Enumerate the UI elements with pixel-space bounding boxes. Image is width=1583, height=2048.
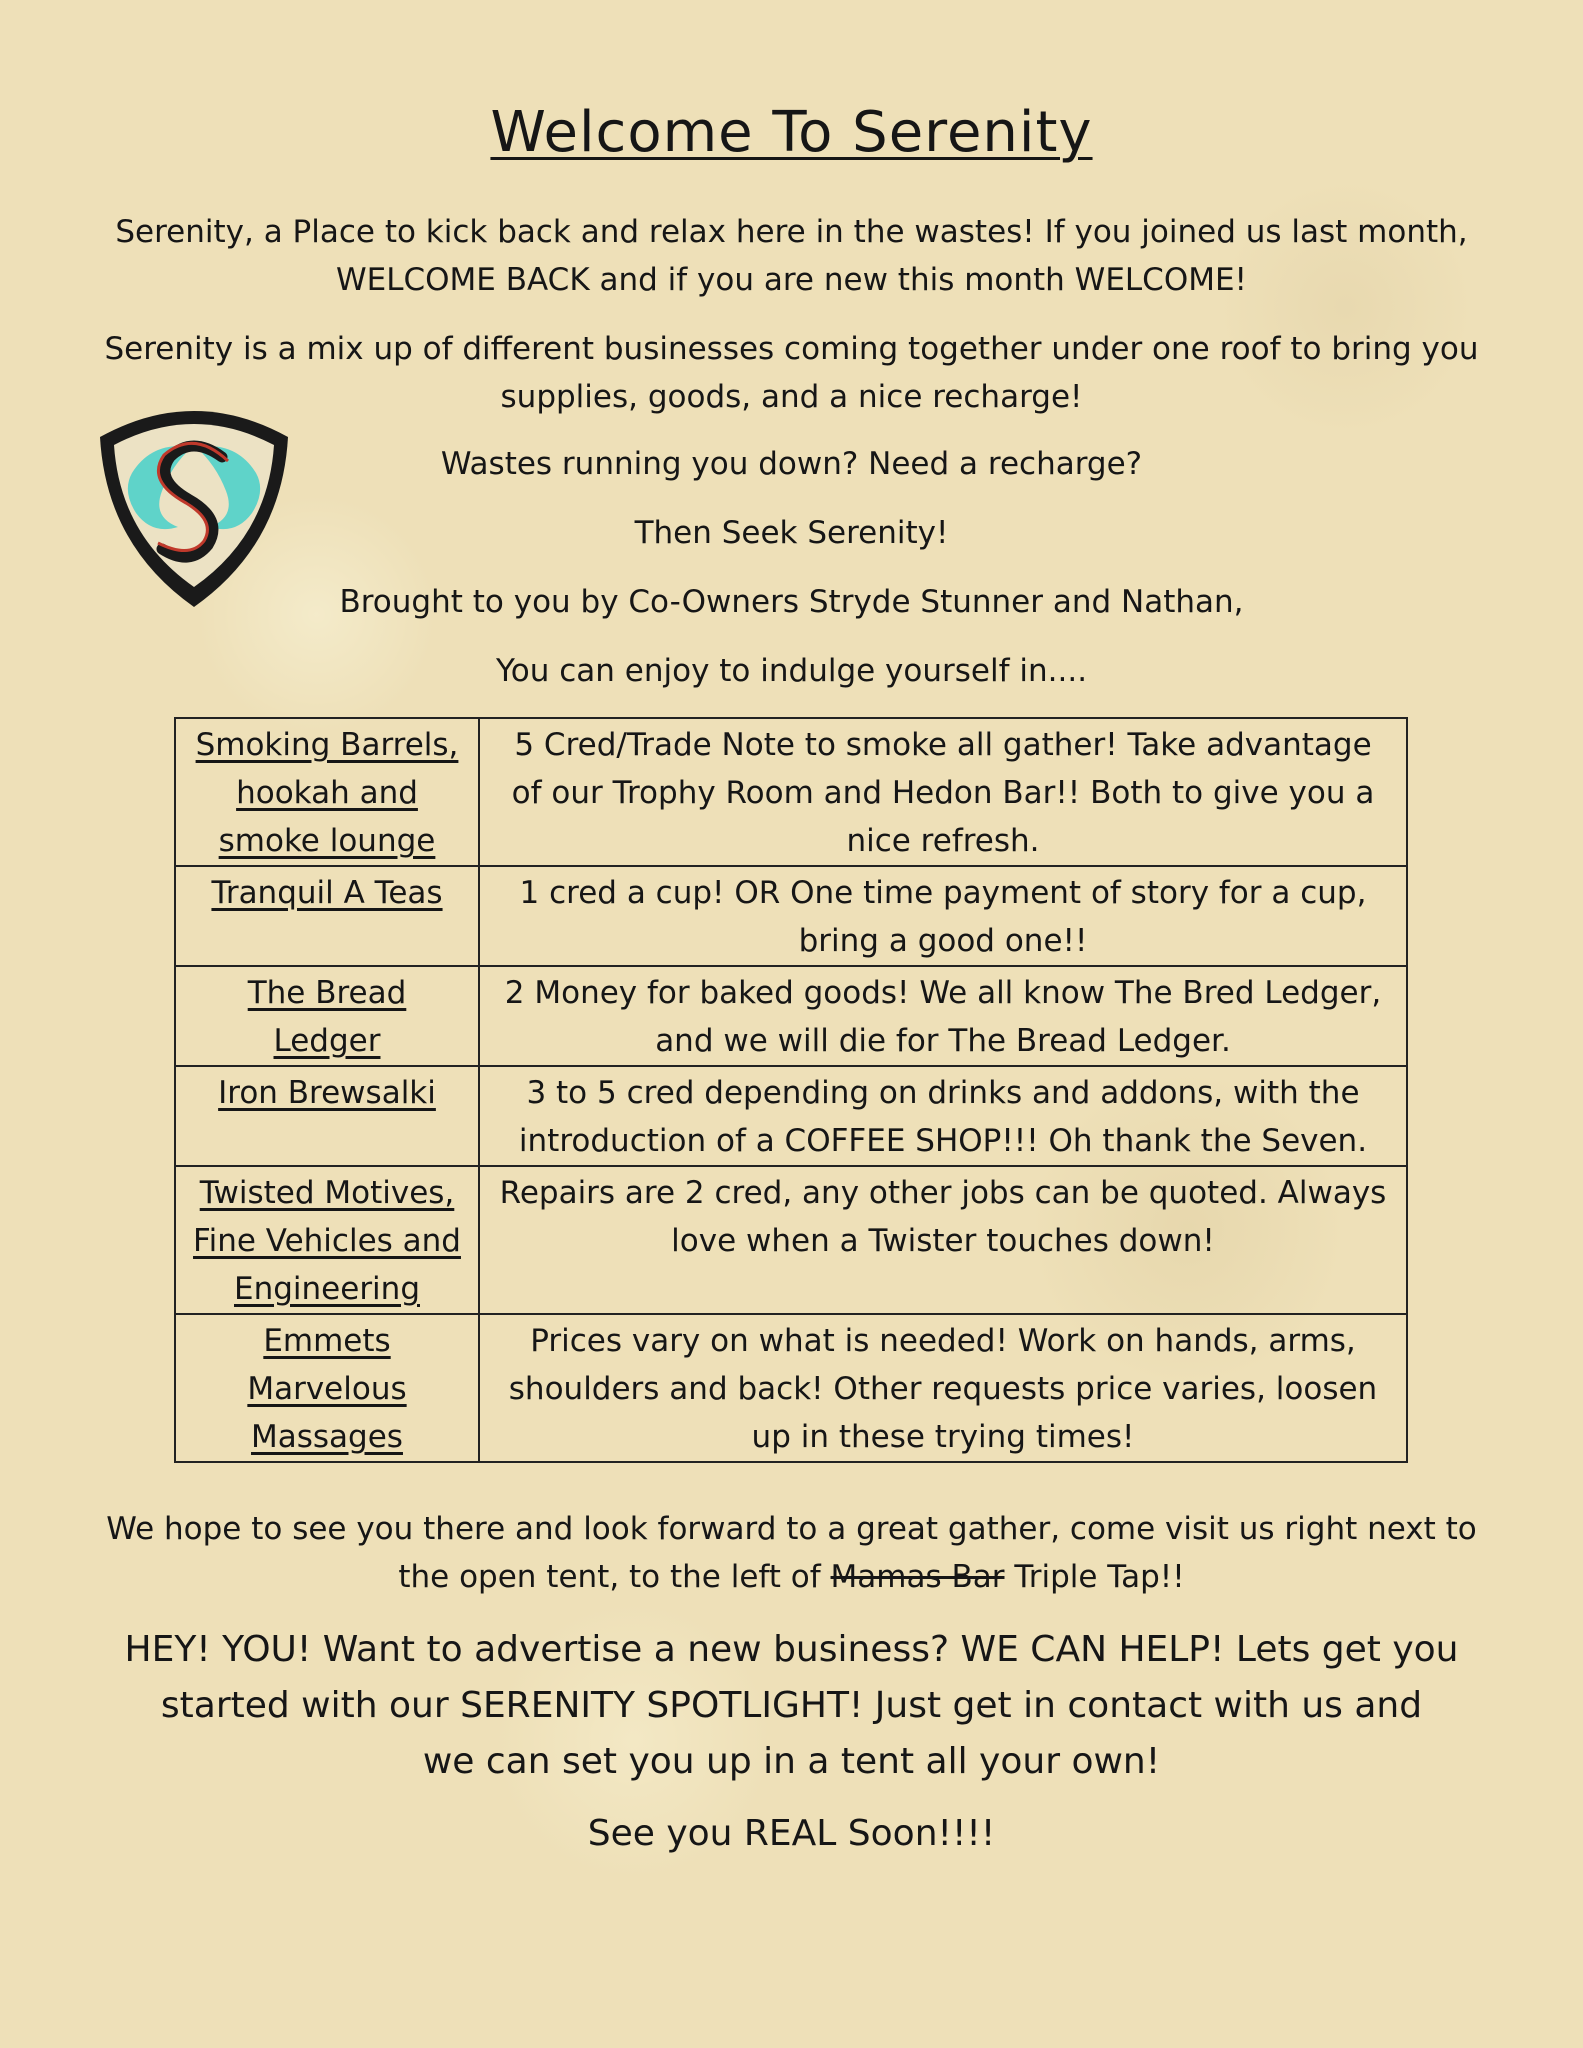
business-desc: 2 Money for baked goods! We all know The Bred Ledger, and we will die for The Bread Ledger. <box>479 966 1407 1066</box>
business-desc: 5 Cred/Trade Note to smoke all gather! Take advantage of our Trophy Room and Hedon Bar!! Both to give you a nice refresh. <box>479 718 1407 866</box>
enjoy-line: You can enjoy to indulge yourself in.... <box>495 653 1088 689</box>
business-table <box>174 717 1408 1463</box>
table-row <box>175 1166 1407 1314</box>
intro-paragraph <box>100 208 1483 304</box>
owners-line: Brought to you by Co-Owners Stryde Stunner and Nathan, <box>339 584 1244 620</box>
business-name: The Bread Ledger <box>175 966 479 1066</box>
closing-paragraph <box>100 1505 1483 1601</box>
closing-line-2 <box>100 1553 1483 1601</box>
table-row <box>175 1314 1407 1462</box>
table-row <box>175 866 1407 966</box>
business-desc: 1 cred a cup! OR One time payment of story for a cup, bring a good one!! <box>479 866 1407 966</box>
signoff: See you REAL Soon!!!! <box>587 1813 996 1854</box>
struck-bar-name: Mamas Bar <box>830 1559 1005 1595</box>
mix-paragraph <box>100 325 1483 421</box>
tagline-2: Then Seek Serenity! <box>634 515 949 551</box>
mix-line-1: Serenity is a mix up of different businesses coming together under one roof to bring you <box>104 331 1479 367</box>
business-name: Twisted Motives, Fine Vehicles and Engineering <box>175 1166 479 1314</box>
business-name: Tranquil A Teas <box>175 866 479 966</box>
business-desc: Prices vary on what is needed! Work on hands, arms, shoulders and back! Other requests price varies, loosen up in these trying times! <box>479 1314 1407 1462</box>
tagline-1: Wastes running you down? Need a recharge? <box>440 446 1143 482</box>
mix-line-2: supplies, goods, and a nice recharge! <box>500 379 1083 415</box>
promo-line-1: HEY! YOU! Want to advertise a new business? WE CAN HELP! Lets get you <box>124 1629 1459 1670</box>
table-row <box>175 718 1407 866</box>
business-name: Emmets Marvelous Massages <box>175 1314 479 1462</box>
business-desc: Repairs are 2 cred, any other jobs can be quoted. Always love when a Twister touches down! <box>479 1166 1407 1314</box>
closing-suffix: Triple Tap!! <box>1004 1559 1185 1595</box>
promo-line-2: started with our SERENITY SPOTLIGHT! Just get in contact with us and <box>160 1685 1423 1726</box>
promo-paragraph <box>100 1622 1483 1790</box>
page-title: Welcome To Serenity <box>490 100 1093 165</box>
intro-line-1: Serenity, a Place to kick back and relax here in the wastes! If you joined us last month, <box>115 214 1468 250</box>
table-row <box>175 966 1407 1066</box>
business-desc: 3 to 5 cred depending on drinks and addons, with the introduction of a COFFEE SHOP!!! Oh thank the Seven. <box>479 1066 1407 1166</box>
business-name: Iron Brewsalki <box>175 1066 479 1166</box>
intro-line-2: WELCOME BACK and if you are new this month WELCOME! <box>336 262 1247 298</box>
closing-prefix: the open tent, to the left of <box>398 1559 831 1595</box>
table-row <box>175 1066 1407 1166</box>
closing-line-1: We hope to see you there and look forward to a great gather, come visit us right next to <box>106 1511 1477 1547</box>
promo-line-3: we can set you up in a tent all your own! <box>422 1741 1161 1782</box>
business-name: Smoking Barrels, hookah and smoke lounge <box>175 718 479 866</box>
